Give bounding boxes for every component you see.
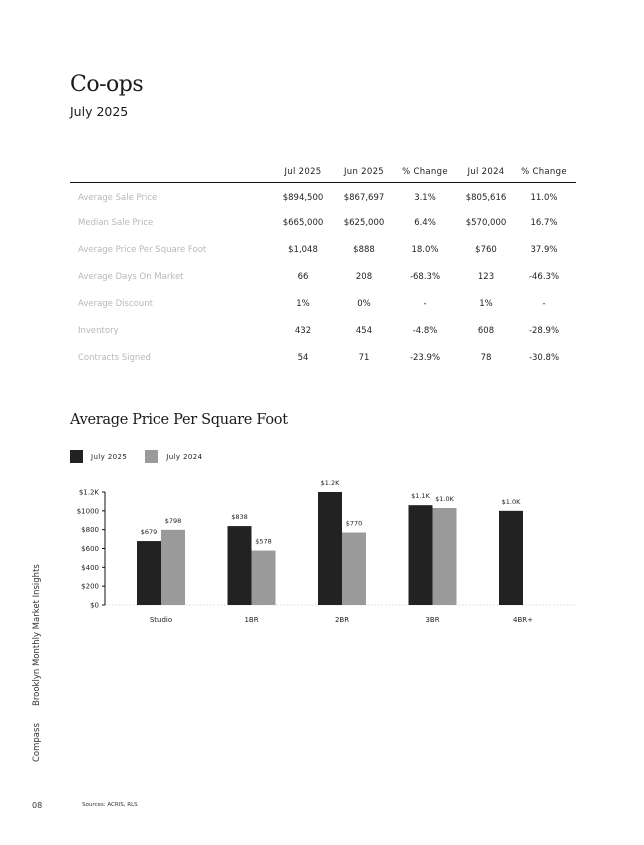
table-cell: 18.0% — [411, 244, 439, 255]
table-cell: 54 — [297, 352, 309, 363]
table-cell: 1% — [296, 298, 310, 309]
table-cell: 454 — [355, 325, 373, 336]
table-cell: 66 — [297, 271, 309, 282]
page-subtitle: July 2025 — [70, 104, 129, 119]
y-tick-label: $800 — [81, 526, 99, 535]
column-header: Jul 2024 — [460, 162, 512, 182]
table-cell: $888 — [353, 244, 375, 255]
column-header: % Change — [390, 162, 460, 182]
table-header-blank — [70, 162, 268, 182]
legend-swatch — [70, 450, 83, 463]
table-cell: -23.9% — [409, 352, 441, 363]
market-stats-table — [70, 162, 576, 371]
data-label: $578 — [255, 537, 272, 546]
table-cell: -68.3% — [409, 271, 441, 282]
table-cell: 432 — [294, 325, 312, 336]
table-cell: 16.7% — [530, 217, 558, 228]
x-tick-label: Studio — [149, 616, 173, 624]
table-cell: 123 — [477, 271, 495, 282]
bar — [318, 492, 342, 605]
table-row — [70, 290, 576, 317]
table-row — [70, 317, 576, 344]
data-label: $838 — [231, 513, 248, 522]
data-label: $1.0K — [435, 495, 454, 504]
bar — [409, 505, 433, 605]
row-label: Contracts Signed — [78, 352, 151, 363]
column-header: % Change — [512, 162, 576, 182]
legend-swatch — [145, 450, 158, 463]
row-label: Median Sale Price — [78, 217, 154, 228]
bar — [137, 541, 161, 605]
row-label: Average Price Per Square Foot — [78, 244, 207, 255]
bar-chart — [60, 470, 590, 635]
table-cell: -46.3% — [528, 271, 560, 282]
sources-note: Sources: ACRIS, RLS — [82, 802, 138, 808]
data-label: $1.1K — [411, 492, 430, 501]
y-tick-label: $1.2K — [78, 488, 99, 497]
data-label: $1.2K — [320, 479, 340, 487]
table-cell: 608 — [477, 325, 495, 336]
table-row — [70, 263, 576, 290]
bar — [252, 551, 276, 605]
row-label: Average Days On Market — [78, 271, 184, 282]
table-cell: -28.9% — [528, 325, 560, 336]
table-row — [70, 344, 576, 371]
table-row — [70, 209, 576, 236]
table-cell: 11.0% — [530, 192, 558, 203]
legend-item — [145, 450, 202, 463]
y-tick-label: $600 — [81, 545, 99, 553]
data-label: $798 — [164, 516, 182, 525]
chart-legend — [70, 450, 220, 463]
table-cell: 1% — [479, 298, 493, 309]
y-tick-label: $0 — [90, 601, 99, 610]
table-cell: 78 — [480, 352, 492, 363]
table-cell: 37.9% — [530, 244, 558, 255]
table-header-row — [70, 162, 576, 182]
chart-title: Average Price Per Square Foot — [70, 412, 288, 428]
legend-label: July 2024 — [166, 452, 203, 461]
y-tick-label: $1000 — [76, 507, 99, 516]
bar — [228, 526, 252, 605]
report-name: Brooklyn Monthly Market Insights — [32, 564, 42, 706]
table-cell: -30.8% — [528, 352, 560, 363]
data-label: $1.0K — [501, 497, 521, 506]
x-tick-label: 1BR — [244, 616, 259, 624]
y-tick-label: $200 — [81, 582, 99, 591]
table-cell: $894,500 — [282, 192, 324, 203]
table-cell: 6.4% — [414, 217, 436, 228]
x-tick-label: 4BR+ — [513, 616, 533, 624]
x-tick-label: 2BR — [334, 616, 350, 624]
data-label: $679 — [140, 528, 158, 537]
bar — [342, 532, 366, 605]
page-title: Co-ops — [70, 72, 144, 97]
table-cell: $867,697 — [343, 192, 385, 203]
table-cell: $665,000 — [282, 217, 324, 228]
legend-item — [70, 450, 127, 463]
table-cell: 71 — [358, 352, 370, 363]
column-header: Jul 2025 — [268, 162, 338, 182]
bar — [433, 508, 457, 605]
row-label: Average Discount — [78, 298, 153, 309]
table-cell: $805,616 — [465, 192, 507, 203]
bar — [499, 511, 523, 605]
table-cell: 208 — [355, 271, 373, 282]
row-label: Inventory — [78, 325, 119, 336]
table-cell: 3.1% — [414, 192, 436, 203]
row-label: Average Sale Price — [78, 192, 158, 203]
bar — [161, 530, 185, 605]
table-row — [70, 236, 576, 263]
x-tick-label: 3BR — [425, 616, 440, 624]
table-cell: -4.8% — [412, 325, 438, 336]
table-cell: $1,048 — [288, 244, 318, 255]
table-cell: - — [542, 298, 546, 309]
page-number: 08 — [32, 801, 43, 810]
table-cell: $760 — [475, 244, 497, 255]
table-row — [70, 182, 576, 209]
data-label: $770 — [345, 519, 363, 528]
column-header: Jun 2025 — [338, 162, 390, 182]
table-cell: $570,000 — [465, 217, 507, 228]
legend-label: July 2025 — [91, 452, 128, 461]
table-cell: 0% — [357, 298, 371, 309]
table-cell: $625,000 — [343, 217, 385, 228]
table-cell: - — [423, 298, 427, 309]
brand-name: Compass — [32, 723, 42, 762]
y-tick-label: $400 — [81, 563, 99, 572]
